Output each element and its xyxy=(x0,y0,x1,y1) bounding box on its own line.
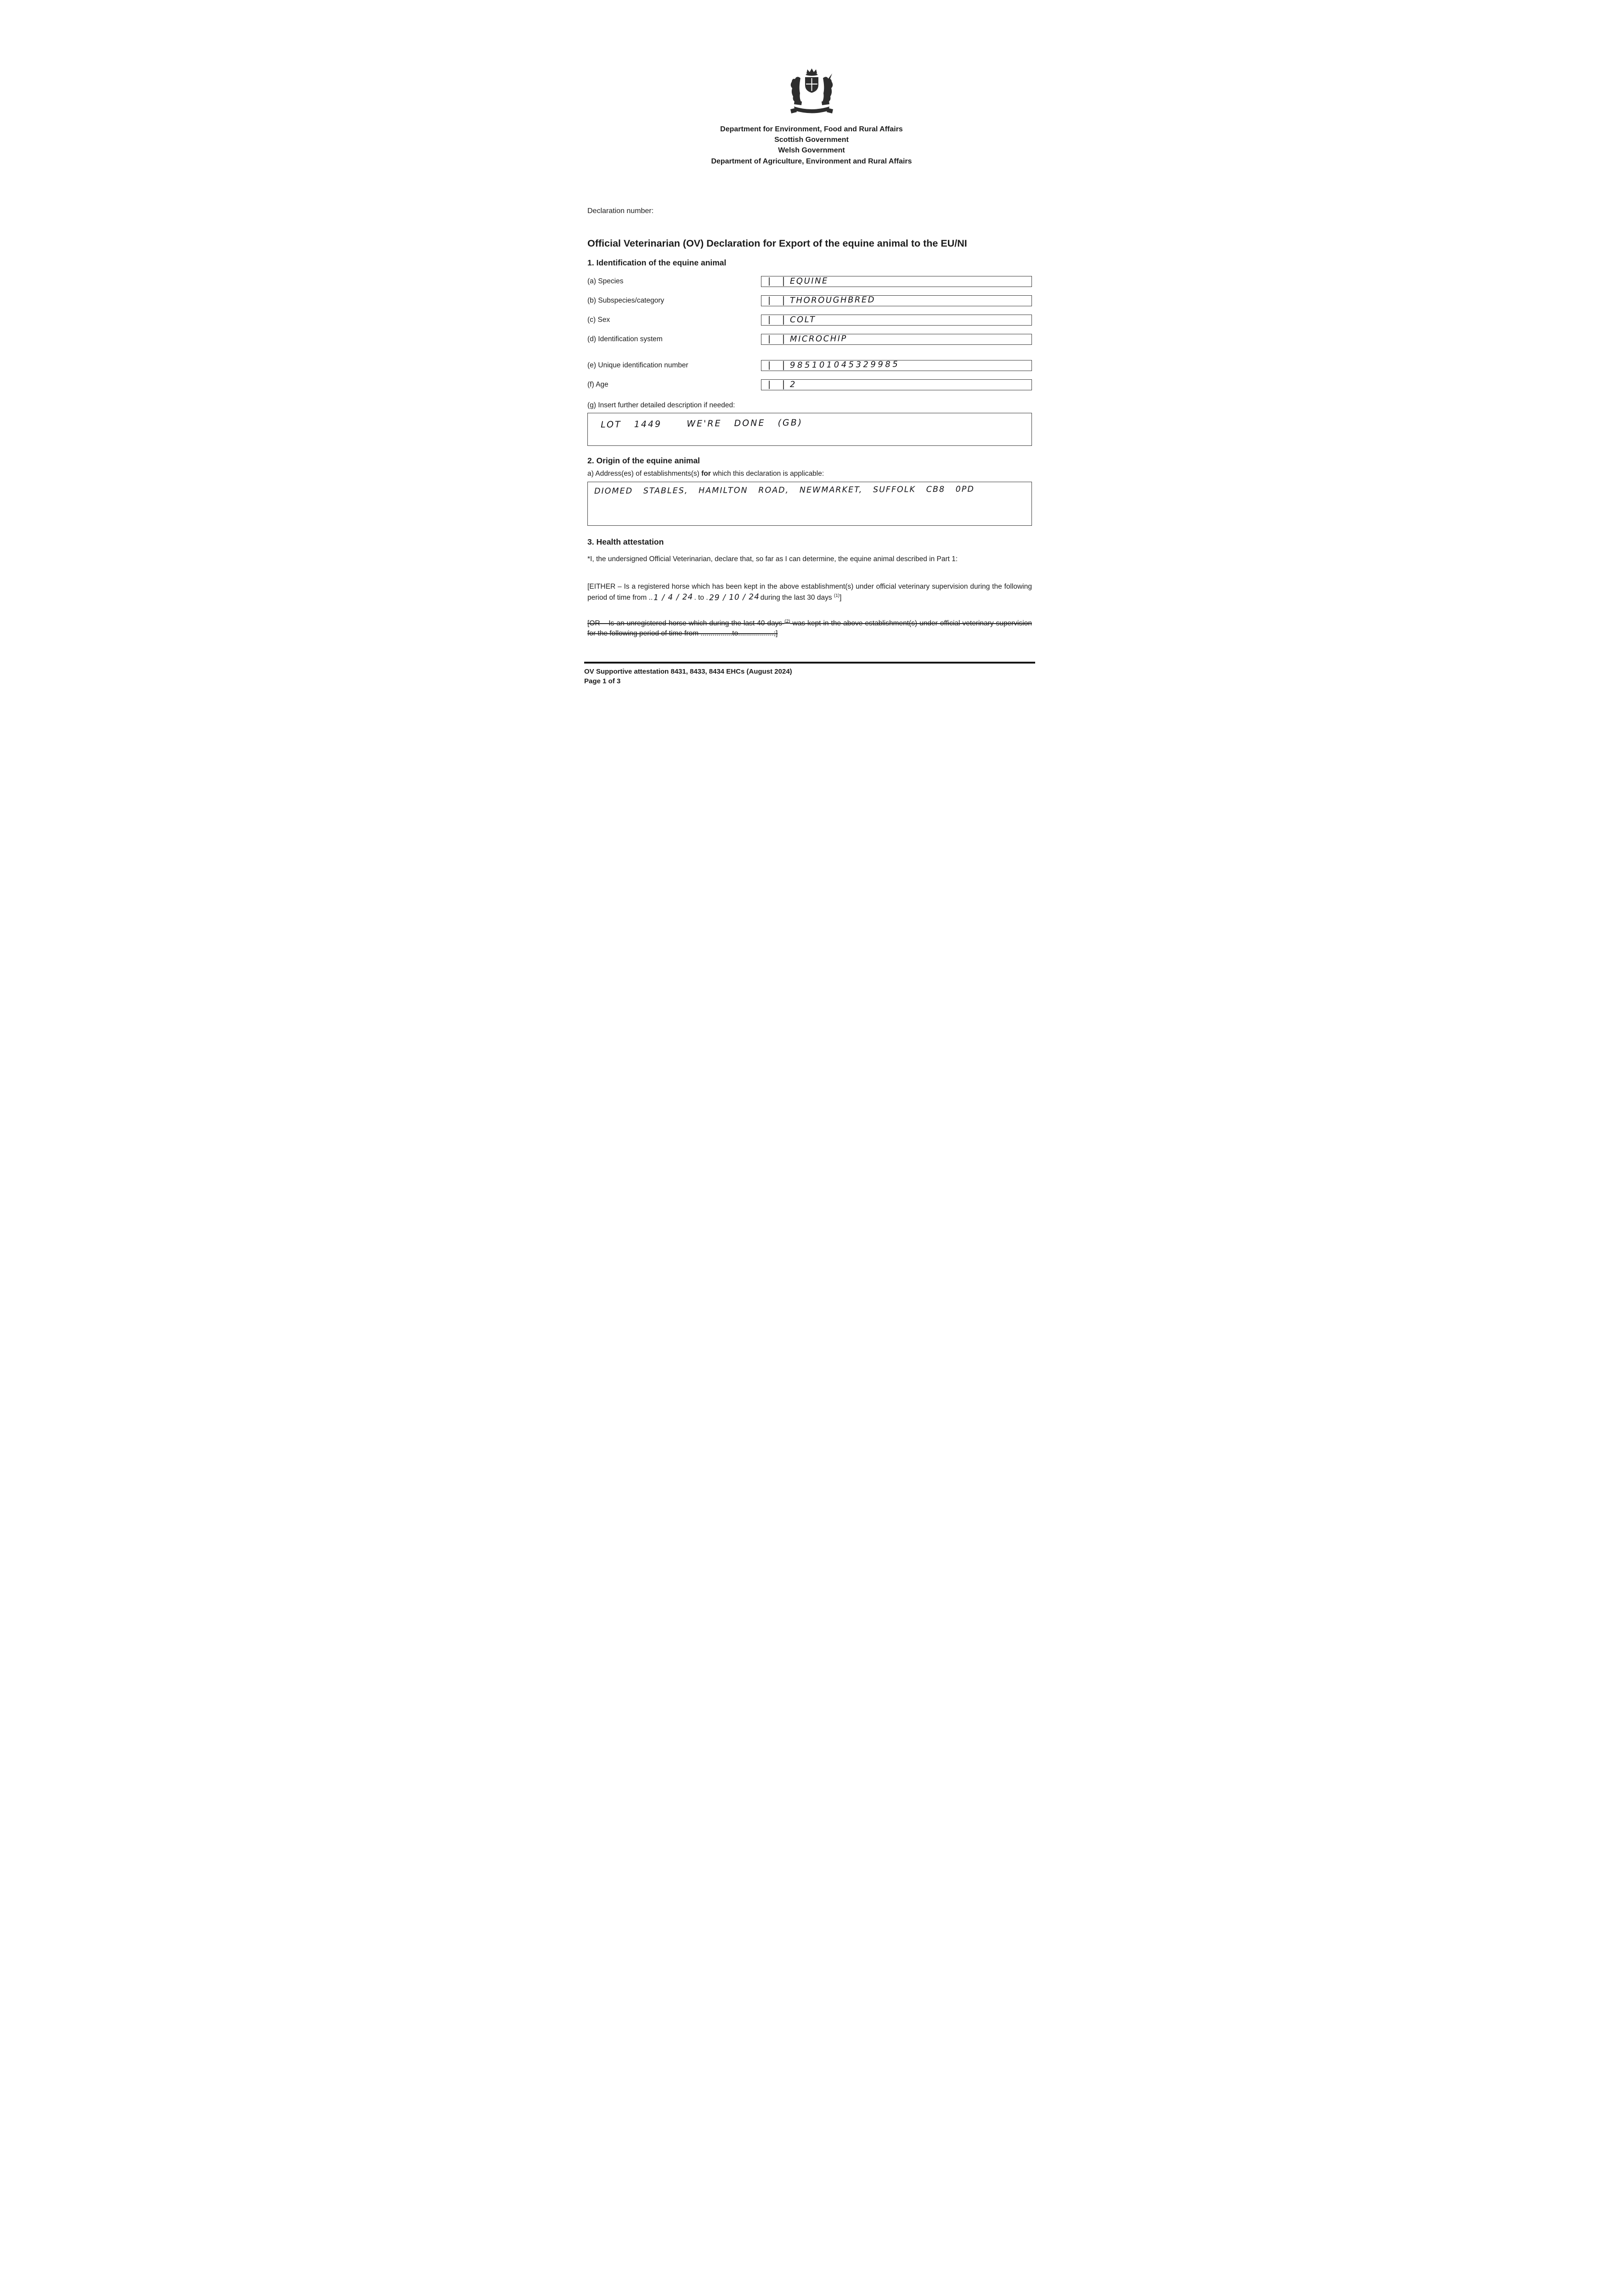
unique-id-number-label: (e) Unique identification number xyxy=(587,361,688,369)
age-handwritten-value: 2 xyxy=(789,379,797,389)
species-field-box xyxy=(761,276,1032,287)
field-cell-divider xyxy=(783,380,784,389)
identification-system-field-box xyxy=(761,334,1032,345)
field-cell-divider xyxy=(783,361,784,370)
field-cell-divider xyxy=(769,361,770,370)
agency-header xyxy=(559,124,1064,167)
address-label-bold-for: for xyxy=(701,469,711,478)
attestation-intro: *I, the undersigned Official Veterinarian, declare that, so far as I can determine, the equine animal described in Part 1: xyxy=(587,555,958,563)
royal-coat-of-arms-icon xyxy=(780,67,843,118)
either-text-suffix: during the last 30 days xyxy=(760,593,834,602)
field-row-unique-id-number xyxy=(587,360,1032,371)
footer-page-number: Page 1 of 3 xyxy=(584,677,621,686)
unique-id-number-handwritten-value: 985101045329985 xyxy=(789,359,900,370)
field-cell-divider xyxy=(783,296,784,305)
address-label-post: which this declaration is applicable: xyxy=(710,469,824,478)
field-row-age xyxy=(587,379,1032,390)
unique-id-number-field-box xyxy=(761,360,1032,371)
either-clause xyxy=(587,582,1032,603)
footer-attestation-reference: OV Supportive attestation 8431, 8433, 8434 EHCs (August 2024) xyxy=(584,667,792,675)
footnote-1-reference: (1) xyxy=(834,593,840,598)
either-text-prefix: [EITHER – Is a registered horse which has been kept in the above establishment(s) under official veterinary supervision during the following period of time from .. xyxy=(587,582,1032,602)
footnote-2-reference: (2) xyxy=(784,619,790,624)
field-cell-divider xyxy=(783,315,784,325)
either-close-bracket: ] xyxy=(840,593,842,602)
declaration-number-label: Declaration number: xyxy=(587,207,654,215)
sex-field-box xyxy=(761,315,1032,326)
identification-system-handwritten-value: MICROCHIP xyxy=(789,333,847,344)
subspecies-label: (b) Subspecies/category xyxy=(587,296,665,304)
agency-line-scottish-government: Scottish Government xyxy=(774,136,849,144)
further-description-box xyxy=(587,413,1032,446)
crest-container xyxy=(559,0,1064,118)
field-row-sex xyxy=(587,315,1032,326)
age-label: (f) Age xyxy=(587,380,609,388)
field-cell-divider xyxy=(783,335,784,344)
agency-line-defra: Department for Environment, Food and Rural Affairs xyxy=(720,125,903,133)
field-cell-divider xyxy=(783,277,784,286)
identification-system-label: (d) Identification system xyxy=(587,335,663,343)
address-label xyxy=(587,470,1032,478)
agency-line-welsh-government: Welsh Government xyxy=(778,146,845,155)
subspecies-handwritten-value: THOROUGHBRED xyxy=(789,295,876,305)
or-clause-text xyxy=(587,619,1032,637)
field-cell-divider xyxy=(769,381,770,389)
section2-heading: 2. Origin of the equine animal xyxy=(587,456,700,465)
footer-divider xyxy=(584,662,1035,664)
agency-line-daera: Department of Agriculture, Environment and Rural Affairs xyxy=(711,157,912,165)
document-body xyxy=(559,207,1064,639)
or-text-part2: was kept in the above establishment(s) under official veterinary supervision for the following period of time from ................to..................;] xyxy=(587,619,1032,637)
sex-handwritten-value: COLT xyxy=(789,315,816,325)
address-handwritten-value: DIOMED STABLES, HAMILTON ROAD, NEWMARKET, SUFFOLK CB8 0PD xyxy=(594,484,975,496)
sex-label: (c) Sex xyxy=(587,315,610,324)
address-box xyxy=(587,482,1032,526)
address-label-pre: a) Address(es) of establishments(s) xyxy=(587,469,702,478)
page-footer xyxy=(584,662,1035,687)
field-cell-divider xyxy=(769,316,770,324)
field-row-species xyxy=(587,276,1032,287)
either-text-mid: . to . xyxy=(694,593,708,602)
field-cell-divider xyxy=(769,277,770,286)
document-page xyxy=(559,0,1064,715)
field-cell-divider xyxy=(769,335,770,343)
or-text-part1: [OR – Is an unregistered horse which during the last 40 days xyxy=(587,619,785,627)
section1-heading: 1. Identification of the equine animal xyxy=(587,258,727,267)
further-description-handwritten-value: LOT 1449 WE'RE DONE (GB) xyxy=(600,417,803,430)
field-cell-divider xyxy=(769,297,770,305)
date-to-handwritten: 29 / 10 / 24 xyxy=(709,592,760,602)
further-description-label: (g) Insert further detailed description if needed: xyxy=(587,401,735,409)
section3-heading: 3. Health attestation xyxy=(587,537,664,546)
field-row-subspecies xyxy=(587,295,1032,306)
date-from-handwritten: 1 / 4 / 24 xyxy=(653,592,693,602)
or-clause-struck-through xyxy=(587,619,1032,639)
species-handwritten-value: EQUINE xyxy=(789,276,828,286)
species-label: (a) Species xyxy=(587,277,624,285)
age-field-box xyxy=(761,379,1032,390)
field-row-identification-system xyxy=(587,334,1032,345)
document-title: Official Veterinarian (OV) Declaration for Export of the equine animal to the EU/NI xyxy=(587,237,967,249)
subspecies-field-box xyxy=(761,295,1032,306)
